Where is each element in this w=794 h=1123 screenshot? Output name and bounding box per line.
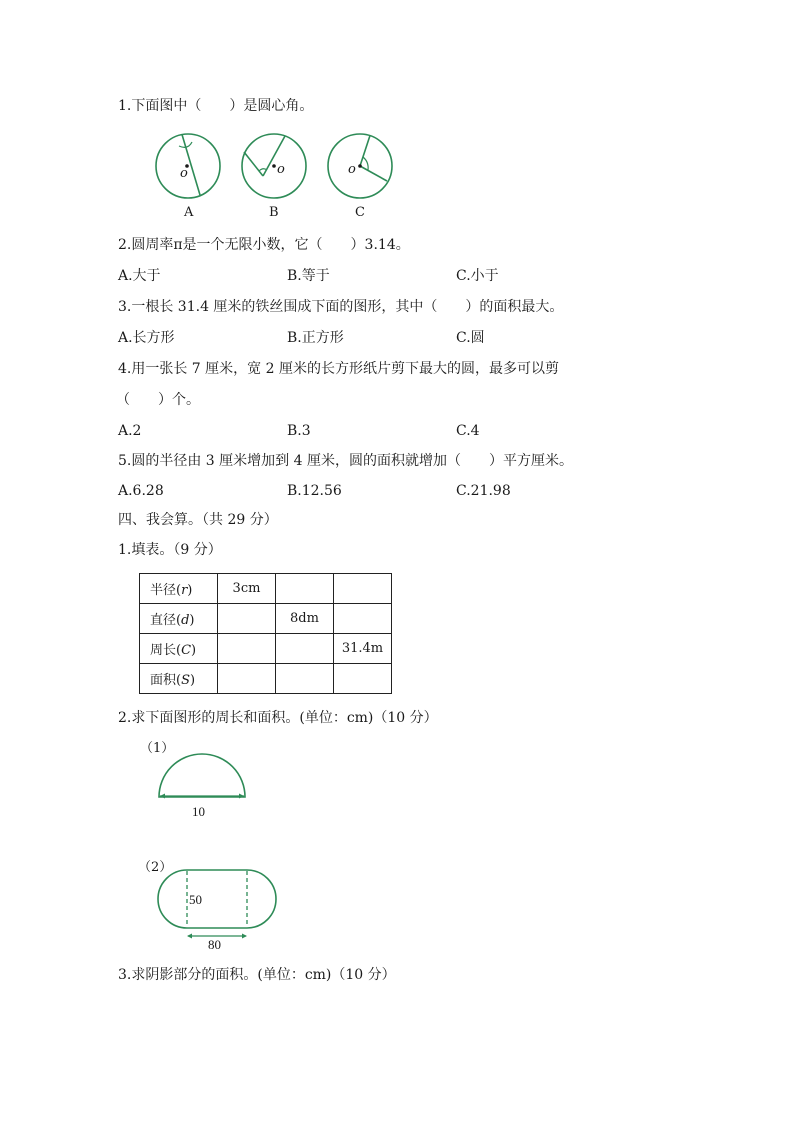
table-cell[interactable]: 31.4m (334, 634, 392, 664)
q4-option-a[interactable]: A.2 (118, 423, 142, 439)
q5-option-c[interactable]: C.21.98 (456, 483, 511, 499)
q3-option-c[interactable]: C.圆 (456, 330, 485, 346)
q2-option-b[interactable]: B.等于 (287, 268, 330, 284)
table-row (140, 634, 392, 664)
q4-option-c[interactable]: C.4 (456, 423, 480, 439)
semicircle-figure (156, 748, 248, 800)
q4-option-b[interactable]: B.3 (287, 423, 311, 439)
table-cell[interactable] (334, 574, 392, 604)
q5-option-a[interactable]: A.6.28 (118, 483, 164, 499)
fig2-dim-height: 50 (189, 892, 202, 907)
table-cell[interactable]: 8dm (276, 604, 334, 634)
table-row (140, 574, 392, 604)
calc1-text: 1.填表。（9 分） (118, 542, 222, 558)
fill-table (139, 573, 392, 694)
table-cell[interactable]: 3cm (218, 574, 276, 604)
section4-title: 四、我会算。（共 29 分） (118, 512, 278, 528)
fig2-label: （2） (138, 860, 173, 875)
table-cell[interactable] (276, 634, 334, 664)
q2-text: 2.圆周率π是一个无限小数，它（ ）3.14。 (118, 237, 410, 253)
table-row (140, 664, 392, 694)
q1-center-b: o (277, 162, 285, 177)
q5-text: 5.圆的半径由 3 厘米增加到 4 厘米，圆的面积就增加（ ）平方厘米。 (118, 453, 573, 469)
q5-option-b[interactable]: B.12.56 (287, 483, 342, 499)
table-cell[interactable] (334, 604, 392, 634)
q3-text: 3.一根长 31.4 厘米的铁丝围成下面的图形，其中（ ）的面积最大。 (118, 299, 564, 315)
row-header: 半径(r) (140, 574, 218, 604)
q1-text: 1.下面图中（ ）是圆心角。 (118, 98, 314, 114)
table-cell[interactable] (276, 574, 334, 604)
row-header: 面积(S) (140, 664, 218, 694)
table-cell[interactable] (334, 664, 392, 694)
row-header: 直径(d) (140, 604, 218, 634)
q3-option-a[interactable]: A.长方形 (118, 330, 175, 346)
q1-label-c: C (355, 205, 365, 220)
q1-label-a: A (184, 205, 194, 220)
fig1-dim: 10 (192, 804, 205, 819)
calc3-text: 3.求阴影部分的面积。(单位：cm)（10 分） (118, 967, 396, 983)
calc2-text: 2.求下面图形的周长和面积。(单位：cm)（10 分） (118, 710, 438, 726)
table-cell[interactable] (218, 664, 276, 694)
q2-option-a[interactable]: A.大于 (118, 268, 161, 284)
q1-label-b: B (269, 205, 279, 220)
q3-option-b[interactable]: B.正方形 (287, 330, 344, 346)
fig2-dim-width: 80 (208, 937, 221, 952)
stadium-figure (155, 868, 279, 948)
fig1-label: （1） (140, 741, 175, 756)
table-row (140, 604, 392, 634)
q2-option-c[interactable]: C.小于 (456, 268, 499, 284)
q1-center-a: o (180, 166, 188, 181)
row-header: 周长(C) (140, 634, 218, 664)
q1-figure-c (326, 132, 396, 202)
q4-text-line2: （ ）个。 (116, 392, 200, 408)
q1-figure-a (154, 132, 224, 202)
q4-text-line1: 4.用一张长 7 厘米，宽 2 厘米的长方形纸片剪下最大的圆，最多可以剪 (118, 361, 559, 377)
q1-center-c: o (348, 162, 356, 177)
table-cell[interactable] (276, 664, 334, 694)
q1-figure-b (240, 132, 310, 202)
table-cell[interactable] (218, 604, 276, 634)
table-cell[interactable] (218, 634, 276, 664)
